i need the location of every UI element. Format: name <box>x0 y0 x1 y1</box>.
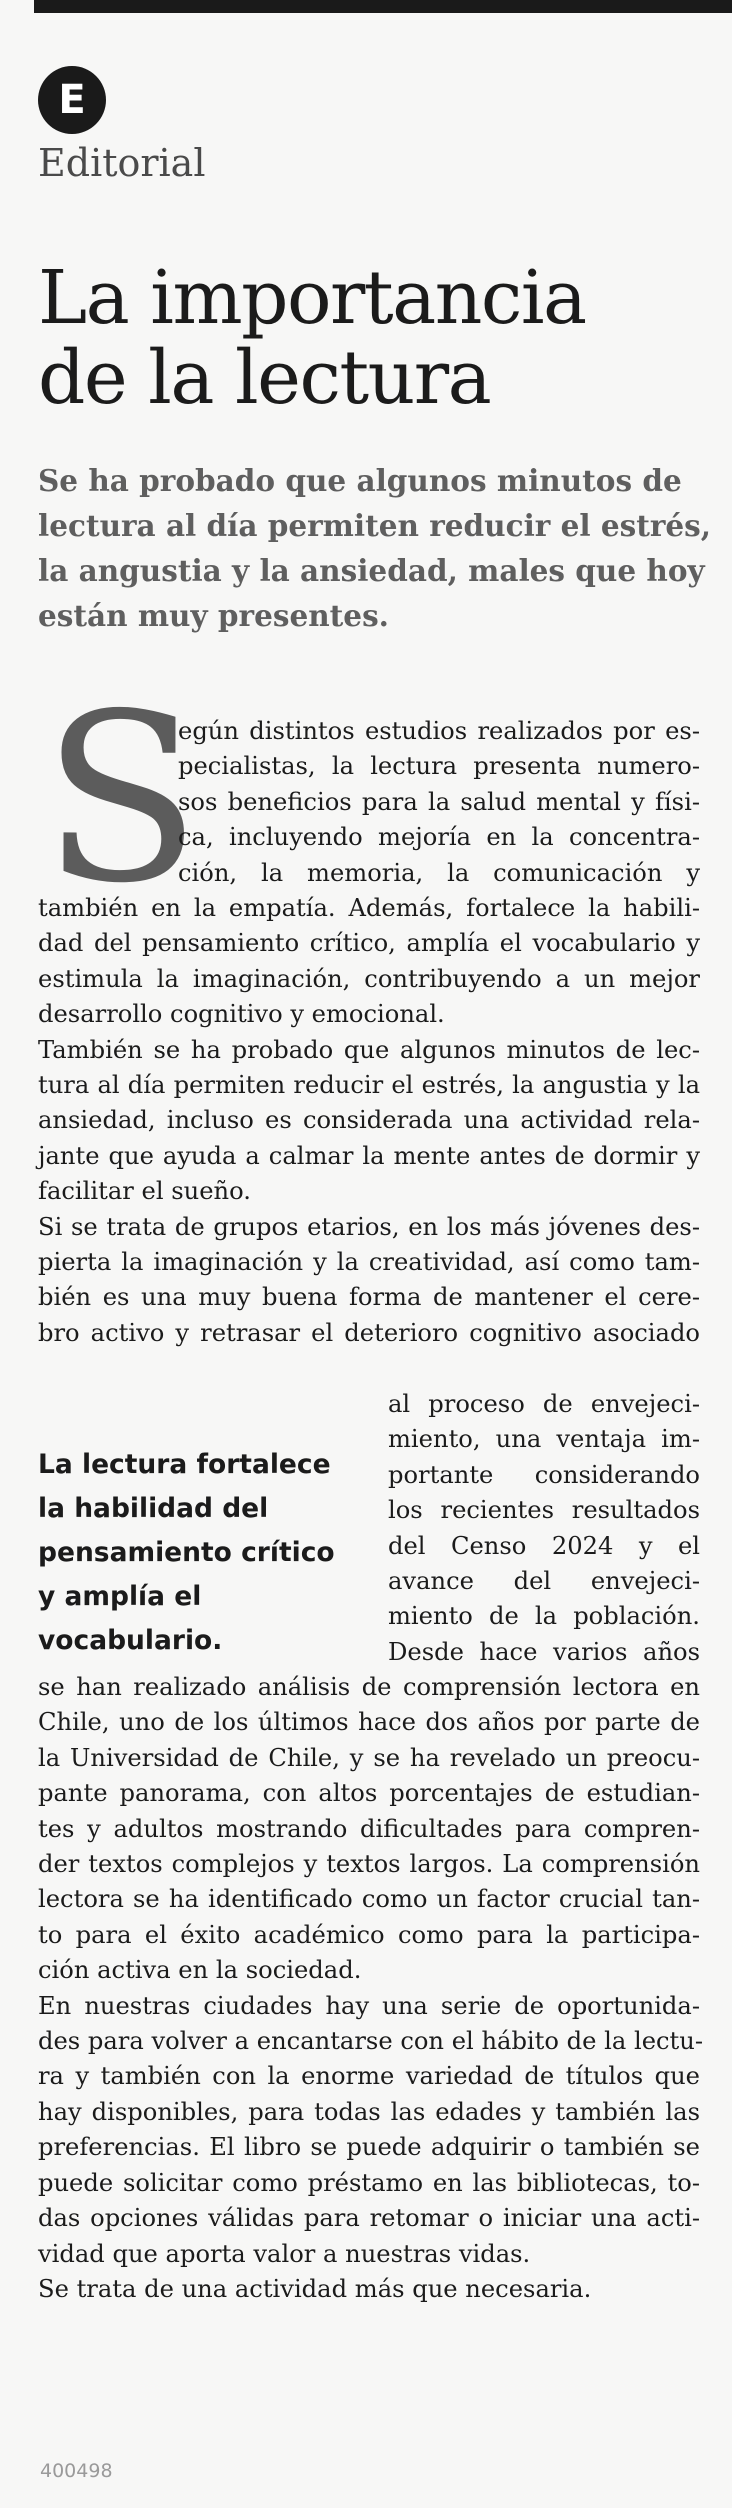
body-line: sos beneficios para la salud mental y físi- <box>178 787 700 816</box>
body-line: tes y adultos mostrando dificultades para compren- <box>38 1814 700 1843</box>
body-line: lectora se ha identificado como un factor crucial tan- <box>38 1885 700 1914</box>
body-line: der textos complejos y textos largos. La comprensión <box>38 1850 700 1879</box>
body-line: dad del pensamiento crítico, amplía el vocabulario y <box>38 929 700 958</box>
body-line: miento de la población. <box>388 1602 700 1631</box>
paragraph-1 <box>38 891 700 1351</box>
body-line: pecialistas, la lectura presenta numero- <box>178 752 700 781</box>
body-line: estimula la imaginación, contribuyendo a un mejor <box>38 964 700 993</box>
pull-quote-line: vocabulario. <box>38 1625 223 1656</box>
body-line: la Universidad de Chile, y se ha revelado un preocu- <box>38 1743 700 1772</box>
body-line: miento, una ventaja im- <box>388 1425 700 1454</box>
body-line: tura al día permiten reducir el estrés, la angustia y la <box>38 1071 700 1100</box>
drop-cap: S <box>42 664 201 934</box>
body-line: to para el éxito académico como para la participa- <box>38 1920 700 1949</box>
deck-line: están muy presentes. <box>38 598 389 633</box>
body-line: avance del envejeci- <box>388 1567 700 1596</box>
headline-line: de la lectura <box>38 335 491 421</box>
body-line: hay disponibles, para todas las edades y también las <box>38 2097 700 2126</box>
body-line: Desde hace varios años <box>388 1637 700 1666</box>
paragraph-1-indented <box>178 714 700 891</box>
body-line: des para volver a encantarse con el hábito de la lectu- <box>38 2027 704 2056</box>
body-line: preferencias. El libro se puede adquirir o también se <box>38 2133 700 2162</box>
article-code: 400498 <box>40 2460 113 2482</box>
body-line: También se ha probado que algunos minutos de lec- <box>38 1035 700 1064</box>
section-badge-icon: E <box>38 66 106 134</box>
headline-line: La importancia <box>38 255 586 341</box>
paragraph-3-right-column <box>388 1387 700 1670</box>
body-line: bién es una muy buena forma de mantener el cere- <box>38 1283 700 1312</box>
pull-quote-line: La lectura fortalece <box>38 1449 331 1480</box>
body-line: desarrollo cognitivo y emocional. <box>38 1000 445 1029</box>
body-line: los recientes resultados <box>388 1496 700 1525</box>
body-line: al proceso de envejeci- <box>388 1390 700 1418</box>
body-line: ca, incluyendo mejoría en la concentra- <box>178 823 700 852</box>
deck <box>38 458 712 638</box>
pull-quote-line: la habilidad del <box>38 1493 269 1524</box>
body-line: facilitar el sueño. <box>38 1177 251 1206</box>
body-line: En nuestras ciudades hay una serie de oportunida- <box>38 1991 700 2020</box>
deck-line: lectura al día permiten reducir el estrés, <box>38 508 712 543</box>
headline <box>38 255 698 421</box>
body-line: vidad que aporta valor a nuestras vidas. <box>38 2239 531 2268</box>
deck-line: la angustia y la ansiedad, males que hoy <box>38 553 705 588</box>
body-line: ción activa en la sociedad. <box>38 1956 362 1985</box>
top-rule <box>34 0 732 13</box>
body-line: egún distintos estudios realizados por es- <box>178 717 700 745</box>
body-line: bro activo y retrasar el deterioro cognitivo asociado <box>38 1318 700 1347</box>
body-line: puede solicitar como préstamo en las bibliotecas, to- <box>38 2168 700 2197</box>
body-line: pierta la imaginación y la creatividad, así como tam- <box>38 1248 700 1277</box>
body-line: jante que ayuda a calmar la mente antes de dormir y <box>38 1141 700 1170</box>
body-line: portante considerando <box>388 1460 700 1489</box>
deck-line: Se ha probado que algunos minutos de <box>38 463 682 498</box>
body-line: pante panorama, con altos porcentajes de estudian- <box>38 1779 700 1808</box>
body-line: también en la empatía. Además, fortalece la habili- <box>38 894 700 922</box>
body-line: del Censo 2024 y el <box>388 1531 700 1560</box>
body-line: das opciones válidas para retomar o iniciar una acti- <box>38 2204 700 2233</box>
body-line: Si se trata de grupos etarios, en los más jóvenes des- <box>38 1212 700 1241</box>
pull-quote-line: y amplía el <box>38 1581 202 1612</box>
paragraph-3-continued <box>38 1670 704 2307</box>
body-line: ansiedad, incluso es considerada una actividad rela- <box>38 1106 700 1135</box>
body-line: Chile, uno de los últimos hace dos años por parte de <box>38 1708 700 1737</box>
section-label: Editorial <box>38 141 206 185</box>
body-line: ra y también con la enorme variedad de títulos que <box>38 2062 700 2091</box>
closing-line: Se trata de una actividad más que necesaria. <box>38 2274 592 2303</box>
body-line: ción, la memoria, la comunicación y <box>178 858 700 887</box>
pull-quote <box>38 1443 368 1663</box>
body-line: se han realizado análisis de comprensión lectora en <box>38 1673 700 1701</box>
pull-quote-line: pensamiento crítico <box>38 1537 335 1568</box>
